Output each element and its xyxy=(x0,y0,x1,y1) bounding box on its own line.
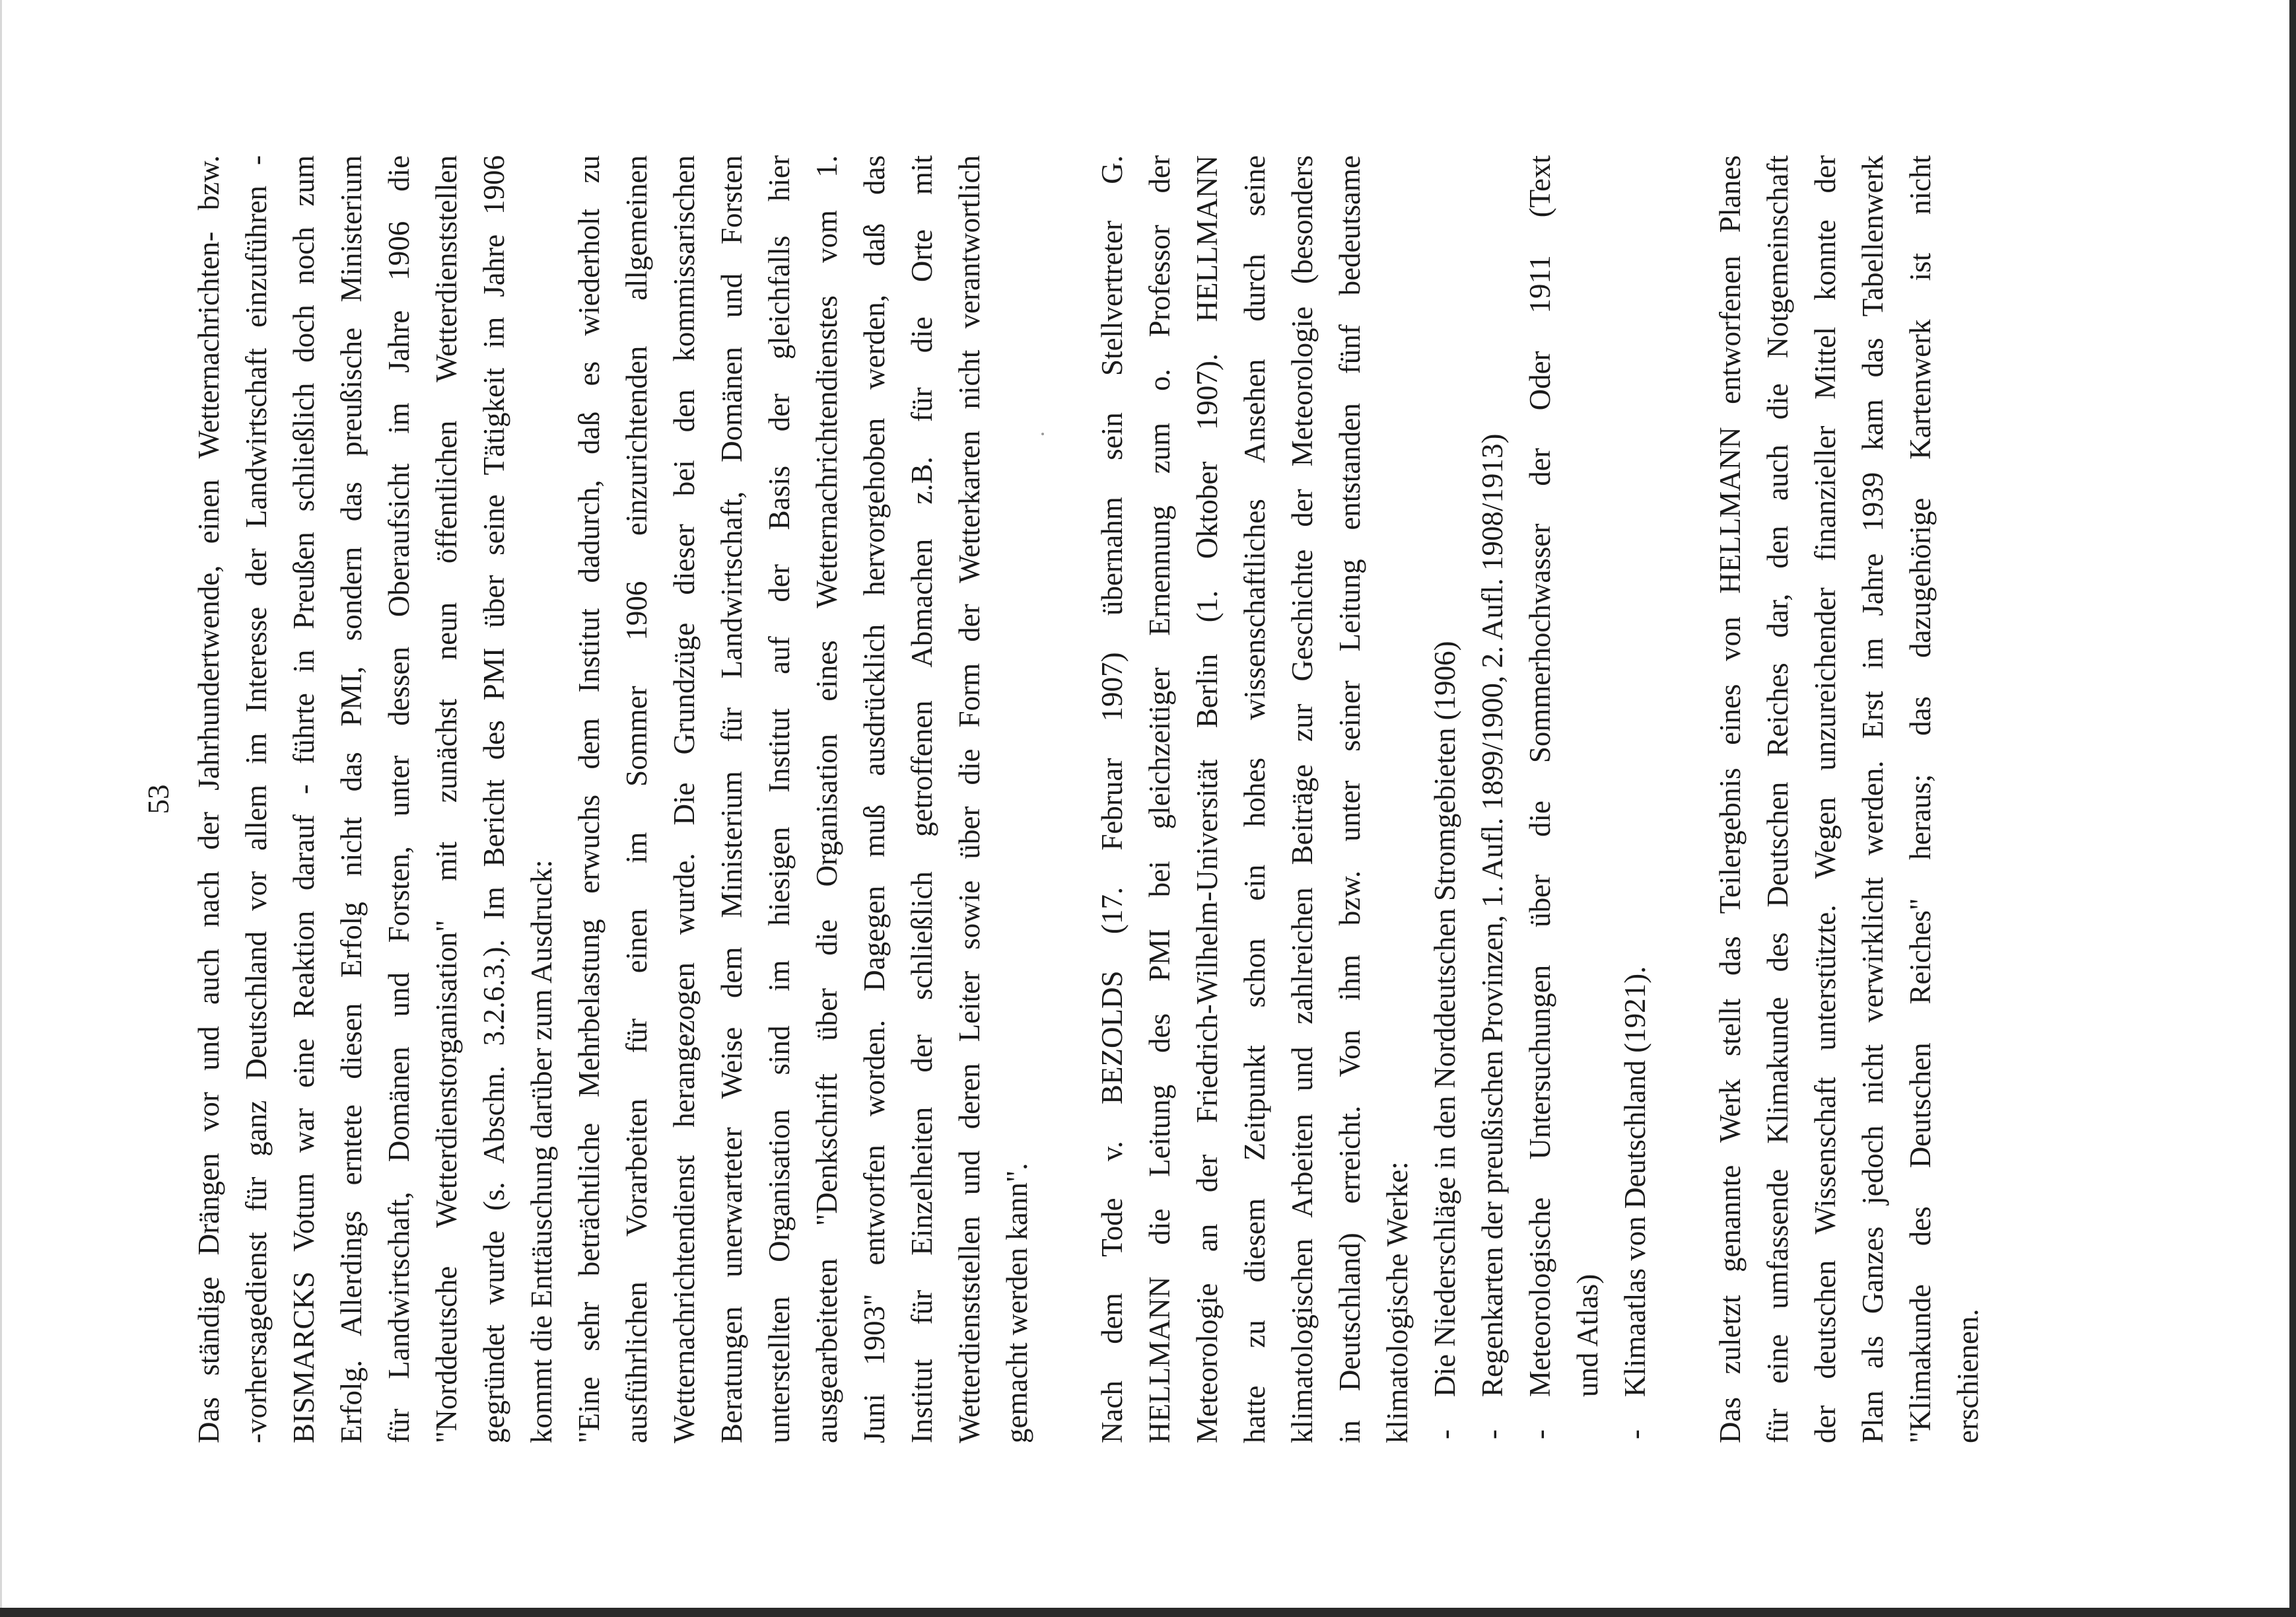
quote-line: "Eine sehr beträchtliche Mehrbelastung erwuchs dem Institut dadurch, daß es wiederholt zu xyxy=(573,155,606,1443)
text-line: erschienen. xyxy=(1951,1309,1984,1443)
text-line: kommt die Enttäuschung darüber zum Ausdruck: xyxy=(525,859,558,1443)
text-line: -vorhersagedienst für ganz Deutschland vor allem im Interesse der Landwirtschaft einzuführen - xyxy=(240,155,273,1443)
quote-line: ausgearbeiteten "Denkschrift über die Organisation eines Wetternachrichtendienstes vom 1. xyxy=(810,155,843,1443)
text-line: Nach dem Tode v. BEZOLDS (17. Februar 1907) übernahm sein Stellvertreter G. xyxy=(1096,155,1129,1443)
list-item-text: Klimaatlas von Deutschland (1921). xyxy=(1618,966,1652,1397)
rotated-document-page xyxy=(142,155,2067,1443)
quote-line: Beratungen unerwarteter Weise dem Ministerium für Landwirtschaft, Domänen und Forsten xyxy=(715,155,748,1443)
quote-line: Wetternachrichtendienst herangezogen wurde. Die Grundzüge dieser bei den kommissarischen xyxy=(668,155,701,1443)
list-item xyxy=(1469,155,1516,1443)
text-line: klimatologischen Arbeiten und zahlreichen Beiträge zur Geschichte der Meteorologie (besonders xyxy=(1286,155,1319,1443)
list-item-text: Meteorologische Untersuchungen über die Sommerhochwasser der Oder 1911 (Text xyxy=(1523,155,1556,1397)
quote-line: Institut für Einzelheiten der schließlich getroffenen Abmachen z.B. für die Orte mit xyxy=(905,155,938,1443)
list-dash: - xyxy=(1476,1429,1509,1439)
list-item-text: und Atlas) xyxy=(1571,1274,1604,1397)
quote-line: Wetterdienststellen und deren Leiter sowie über die Form der Wetterkarten nicht verantwortlich xyxy=(953,155,986,1443)
text-line: hatte zu diesem Zeitpunkt schon ein hohes wissenschaftliches Ansehen durch seine xyxy=(1238,155,1271,1443)
works-list xyxy=(1421,155,1659,1443)
paragraph-gap xyxy=(1041,155,1088,1443)
page-number: 53 xyxy=(142,784,175,814)
text-line: für Landwirtschaft, Domänen und Forsten, unter dessen Oberaufsicht im Jahre 1906 die xyxy=(382,155,415,1443)
list-item xyxy=(1611,155,1659,1443)
text-line: "Norddeutsche Wetterdienstorganisation" mit zunächst neun öffentlichen Wetterdienststellen xyxy=(430,155,463,1443)
scan-edge-bottom xyxy=(0,1608,2296,1617)
list-dash: - xyxy=(1618,1429,1652,1439)
scan-edge-left xyxy=(0,0,2,1617)
text-line: BISMARCKS Votum war eine Reaktion darauf - führte in Preußen schließlich doch noch zum xyxy=(287,155,320,1443)
list-dash: - xyxy=(1523,1429,1556,1439)
text-line: HELLMANN die Leitung des PMI bei gleichzeitiger Ernennung zum o. Professor der xyxy=(1143,155,1176,1443)
list-item xyxy=(1516,155,1611,1443)
list-item-text: Die Niederschläge in den Norddeutschen Stromgebieten (1906) xyxy=(1428,641,1461,1397)
text-line: Meteorologie an der Friedrich-Wilhelm-Universität Berlin (1. Oktober 1907). HELLMANN xyxy=(1191,155,1224,1443)
quote-line: ausführlichen Vorarbeiten für einen im Sommer 1906 einzurichtenden allgemeinen xyxy=(620,155,653,1443)
list-item-text: Regenkarten der preußischen Provinzen, 1. Aufl. 1899/1900, 2. Aufl. 1908/1913) xyxy=(1476,433,1509,1397)
text-line: Erfolg. Allerdings erntete diesen Erfolg nicht das PMI, sondern das preußische Ministerium xyxy=(335,155,368,1443)
paragraph-intro xyxy=(185,155,1041,1443)
paragraph-gap xyxy=(1659,155,1706,1443)
text-line: in Deutschland) erreicht. Von ihm bzw. unter seiner Leitung entstanden fünf bedeutsame xyxy=(1333,155,1366,1443)
quote-line: gemacht werden kann". xyxy=(1000,1163,1033,1443)
paragraph-hellmann xyxy=(1088,155,1659,1443)
quote-line: unterstellten Organisation sind im hiesigen Institut auf der Basis der gleichfalls hier xyxy=(763,155,796,1443)
text-line: für eine umfassende Klimakunde des Deutschen Reiches dar, den auch die Notgemeinschaft xyxy=(1761,155,1794,1443)
text-line: der deutschen Wissenschaft unterstützte. Wegen unzureichender finanzieller Mittel konnte der xyxy=(1809,155,1842,1443)
text-line: gegründet wurde (s. Abschn. 3.2.6.3.). Im Bericht des PMI über seine Tätigkeit im Jahre 1906 xyxy=(477,155,510,1443)
quote-line: Juni 1903" entworfen worden. Dagegen muß ausdrücklich hervorgehoben werden, daß das xyxy=(858,155,891,1443)
list-dash: - xyxy=(1428,1429,1461,1439)
text-line: klimatologische Werke: xyxy=(1381,1161,1414,1443)
text-line: "Klimakunde des Deutschen Reiches" heraus; das dazugehörige Kartenwerk ist nicht xyxy=(1904,155,1937,1443)
paragraph-klimakunde xyxy=(1706,155,1992,1443)
text-line: Das ständige Drängen vor und auch nach der Jahrhundertwende, einen Wetternachrichten- bzw. xyxy=(192,155,225,1443)
text-line: Das zuletzt genannte Werk stellt das Teilergebnis eines von HELLMANN entworfenen Planes xyxy=(1714,155,1747,1443)
text-line: Plan als Ganzes jedoch nicht verwirklicht werden. Erst im Jahre 1939 kam das Tabellenwerk xyxy=(1856,155,1889,1443)
scan-edge-right xyxy=(2289,0,2296,1617)
list-item xyxy=(1421,155,1469,1443)
